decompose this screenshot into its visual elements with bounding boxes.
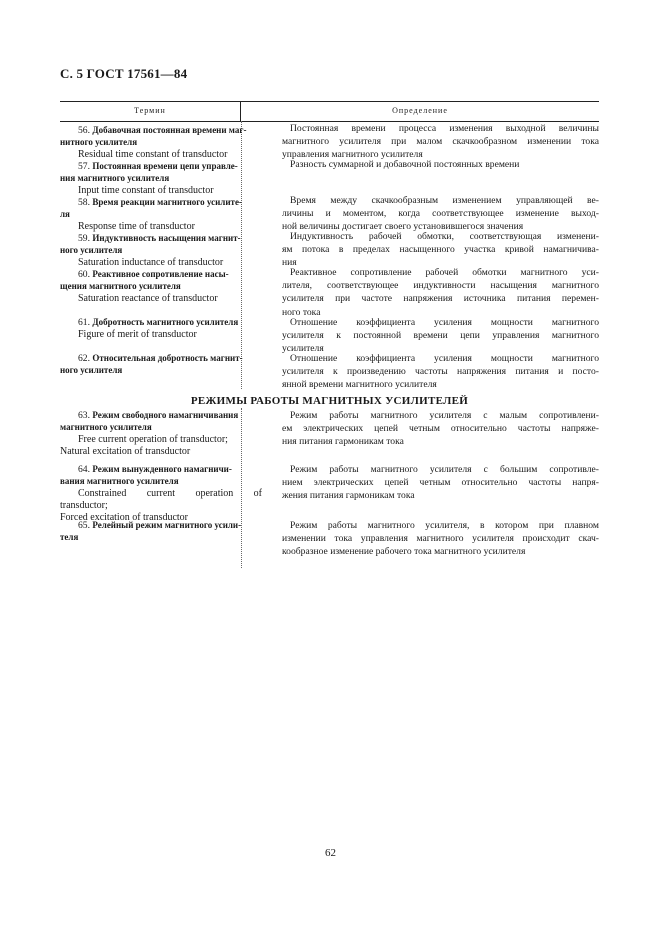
definition-line: Режим работы магнитного усилителя, в котором при плавном — [290, 520, 599, 531]
definition-line: ния — [282, 257, 297, 269]
term-russian: Релейный режим магнитного усили- — [92, 520, 242, 530]
term-number: 57. — [78, 161, 93, 172]
term-number: 64. — [78, 464, 93, 475]
definition-line: ного тока — [282, 306, 321, 318]
term-english: Constrained current operation of — [78, 488, 262, 499]
term-english: transductor; — [60, 500, 108, 511]
term-number: 65. — [78, 520, 93, 531]
term-russian-cont: ного усилителя — [60, 365, 123, 375]
definition-line: Режим работы магнитного усилителя с большим сопротивле- — [290, 464, 599, 475]
page-number: 62 — [325, 847, 336, 859]
definition-line: личины и моментом, когда соответствующее изменение выход- — [282, 208, 599, 220]
terms-table — [60, 101, 599, 122]
definition-line: ям потока в пределах насыщенного участка кривой намагничива- — [282, 244, 599, 256]
term-english: Saturation reactance of transductor — [78, 293, 218, 304]
term-english: Response time of transductor — [78, 221, 195, 232]
term-number: 63. — [78, 410, 93, 421]
definition-line: управления магнитного усилителя — [282, 149, 423, 161]
term-english: Residual time constant of transductor — [78, 149, 228, 160]
definition-line: усилителя — [282, 343, 324, 355]
definition-line: Постоянная времени процесса изменения выходной величины — [290, 123, 599, 134]
definition-line: ния питания гармоникам тока — [282, 436, 404, 448]
definition-line: кообразное изменение рабочего тока магнитного усилителя — [282, 546, 526, 558]
definition-line: Индуктивность рабочей обмотки, соответствующая изменени- — [290, 231, 599, 242]
term-russian-cont: щения магнитного усилителя — [60, 281, 181, 291]
term-english: Saturation inductance of transductor — [78, 257, 224, 268]
definition-line: лителя, соответствующее индуктивности насыщения магнитного — [282, 280, 599, 292]
term-russian: Добавочная постоянная времени маг- — [92, 125, 247, 135]
term-russian-cont: нитного усилителя — [60, 137, 138, 147]
term-russian: Реактивное сопротивление насы- — [92, 269, 229, 279]
term-title — [78, 464, 232, 475]
column-divider — [241, 121, 242, 389]
definition-line: ной величины достигает своего установившегося значения — [282, 221, 524, 233]
definition-line: усилителя при частоте напряжения источника питания перемен- — [282, 293, 599, 305]
term-russian-cont: теля — [60, 532, 79, 542]
definition-line: усилителя к произведению частоты напряжения питания и посто- — [282, 366, 599, 378]
definition-column-header: Определение — [392, 106, 448, 115]
term-title — [78, 197, 242, 208]
terms-section-1 — [60, 121, 599, 389]
section-title: РЕЖИМЫ РАБОТЫ МАГНИТНЫХ УСИЛИТЕЛЕЙ — [190, 395, 469, 407]
definition-line: Режим работы магнитного усилителя с малым сопротивлени- — [290, 410, 599, 421]
term-column-header: Термин — [60, 102, 241, 121]
term-title — [78, 269, 229, 280]
term-title — [78, 353, 243, 364]
term-russian: Относительная добротность магнит- — [92, 353, 243, 363]
definition-line: янной времени магнитного усилителя — [282, 379, 437, 391]
definition-line: ем электрических цепей четным относительно частоты напряже- — [282, 423, 599, 435]
definition-line: Время между скачкообразным изменением управляющей ве- — [290, 195, 599, 206]
definition-line: жения питания гармоникам тока — [282, 490, 415, 502]
term-russian-cont: ля — [60, 209, 70, 219]
term-title — [78, 520, 241, 531]
term-number: 61. — [78, 317, 93, 328]
term-russian-cont: ного усилителя — [60, 245, 123, 255]
term-title — [78, 125, 246, 136]
term-russian: Время реакции магнитного усилите- — [92, 197, 242, 207]
term-number: 62. — [78, 353, 93, 364]
term-title — [78, 233, 241, 244]
term-title — [78, 161, 238, 172]
term-number: 60. — [78, 269, 93, 280]
definition-line: усилителя к постоянной времени цепи управления магнитного — [282, 330, 599, 342]
term-russian: Постоянная времени цепи управле- — [92, 161, 238, 171]
term-english: Input time constant of transductor — [78, 185, 214, 196]
term-russian: Добротность магнитного усилителя — [92, 317, 239, 327]
term-english: Natural excitation of transductor — [60, 446, 191, 457]
term-number: 56. — [78, 125, 93, 136]
term-russian: Режим вынужденного намагничи- — [92, 464, 232, 474]
term-english: Free current operation of transductor; — [78, 434, 228, 445]
definition-line: Разность суммарной и добавочной постоянных времени — [290, 159, 520, 170]
definition-line: магнитного усилителя при малом скачкообразном изменении тока — [282, 136, 599, 148]
terms-section-2 — [60, 408, 599, 568]
definition-line: Реактивное сопротивление рабочей обмотки магнитного уси- — [290, 267, 599, 278]
term-english: Forced excitation of transductor — [60, 512, 189, 523]
term-number: 59. — [78, 233, 93, 244]
term-russian-cont: магнитного усилителя — [60, 422, 152, 432]
term-title — [78, 410, 238, 421]
definition-line: изменении тока управления магнитного усилителя происходит скач- — [282, 533, 599, 545]
definition-line: нием электрических цепей четным относительно частоты напря- — [282, 477, 599, 489]
definition-line: Отношение коэффициента усиления мощности магнитного — [290, 317, 599, 328]
table-header — [60, 101, 599, 122]
definition-line: Отношение коэффициента усиления мощности магнитного — [290, 353, 599, 364]
term-russian-cont: ния магнитного усилителя — [60, 173, 170, 183]
term-number: 58. — [78, 197, 93, 208]
term-russian-cont: вания магнитного усилителя — [60, 476, 179, 486]
term-russian: Индуктивность насыщения магнит- — [92, 233, 241, 243]
term-title — [78, 317, 238, 328]
term-english: Figure of merit of transductor — [78, 329, 197, 340]
term-russian: Режим свободного намагничивания — [92, 410, 239, 420]
page-header: С. 5 ГОСТ 17561—84 — [60, 66, 188, 81]
